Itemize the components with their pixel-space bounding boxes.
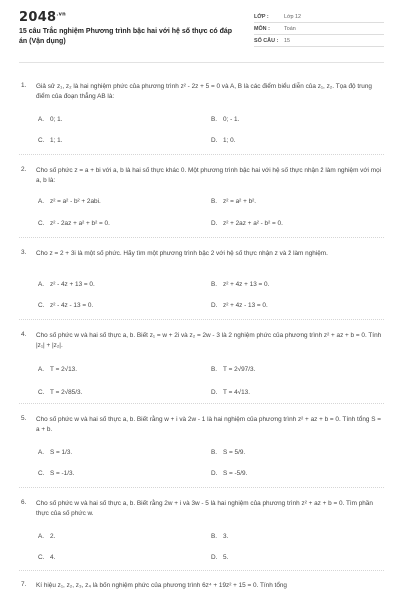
question-number: 4.: [21, 331, 27, 338]
meta-key: LỚP :: [254, 13, 269, 20]
question-divider: [19, 487, 384, 488]
option-c[interactable]: C. 4.: [38, 554, 56, 561]
question-number: 6.: [21, 499, 27, 506]
site-logo[interactable]: $2048^{.vn}$: [19, 10, 67, 25]
meta-row-subject: [254, 23, 384, 35]
question-divider: [19, 570, 384, 571]
question-number: 3.: [21, 249, 27, 256]
question-number: 5.: [21, 415, 27, 422]
question-text: Cho số phức z = a + bi với a, b là hai số thực khác 0. Một phương trình bậc hai với hệ số thực nhận z̄ làm nghiệm với mọi a, b là:: [36, 167, 382, 184]
question-divider: [19, 403, 384, 404]
question-text: Cho số phức w và hai số thực a, b. Biết rằng w + i và 2w - 1 là hai nghiệm của phương trình z² + az + b = 0. Tính tổng S = a + b.: [36, 416, 381, 433]
option-a[interactable]: A. 0; 1.: [38, 116, 63, 123]
option-a[interactable]: A. z² - 4z + 13 = 0.: [38, 281, 95, 288]
option-a[interactable]: A. 2.: [38, 533, 56, 540]
meta-key: SỐ CÂU :: [254, 37, 279, 44]
option-d[interactable]: D. z² + 4z - 13 = 0.: [211, 302, 268, 309]
header-divider: [19, 62, 384, 63]
page-title: 15 câu Trắc nghiệm Phương trình bậc hai với hệ số thực có đáp án (Vận dụng): [19, 28, 233, 45]
option-c[interactable]: C. 1; 1.: [38, 137, 63, 144]
option-c[interactable]: C. S = -1/3.: [38, 470, 75, 477]
meta-row-class: [254, 11, 384, 23]
option-c[interactable]: C. z² - 4z - 13 = 0.: [38, 302, 94, 309]
option-c[interactable]: C. z² - 2az + a² + b² = 0.: [38, 220, 110, 227]
question-number: 7.: [21, 581, 27, 588]
option-d[interactable]: D. 5.: [211, 554, 229, 561]
option-d[interactable]: D. S = -5/9.: [211, 470, 248, 477]
question-number: 1.: [21, 82, 27, 89]
question-text: Cho số phức w và hai số thực a, b. Biết z₁ = w + 2i và z₂ = 2w - 3 là 2 nghiệm phức của phương trình z² + az + b = 0. Tính |z₁| + |z₂|.: [36, 332, 382, 349]
option-d[interactable]: D. 1; 0.: [211, 137, 236, 144]
question-text: Cho z = 2 + 3i là một số phức. Hãy tìm một phương trình bậc 2 với hệ số thực nhận z và z̄ làm nghiệm.: [36, 250, 328, 257]
option-b[interactable]: B. T = 2√97/3.: [211, 366, 256, 373]
question-text: Giả sử z₁, z₂ là hai nghiệm phức của phương trình z² - 2z + 5 = 0 và A, B là các điểm biểu diễn của z₁, z₂. Tọa độ trung điểm của đoạn thẳng AB là:: [36, 83, 372, 100]
meta-row-count: [254, 35, 384, 47]
question-number: 2.: [21, 166, 27, 173]
option-a[interactable]: A. T = 2√13.: [38, 366, 78, 373]
question-divider: [19, 319, 384, 320]
option-c[interactable]: C. T = 2√85/3.: [38, 389, 83, 396]
meta-value: 15: [284, 37, 290, 44]
meta-key: MÔN :: [254, 25, 270, 32]
question-text: Cho số phức w và hai số thực a, b. Biết rằng 2w + i và 3w - 5 là hai nghiệm của phương trình z² + az + b = 0. Tìm phần thực của số phức w.: [36, 500, 373, 517]
question-divider: [19, 154, 384, 155]
meta-table: [254, 11, 384, 47]
option-b[interactable]: B. 0; - 1.: [211, 116, 240, 123]
option-d[interactable]: D. z² + 2az + a² - b² = 0.: [211, 220, 283, 227]
option-a[interactable]: A. S = 1/3.: [38, 449, 73, 456]
option-b[interactable]: B. z² = a² + b².: [211, 198, 257, 205]
option-b[interactable]: B. z² + 4z + 13 = 0.: [211, 281, 270, 288]
option-b[interactable]: B. 3.: [211, 533, 229, 540]
meta-value: Toán: [284, 25, 296, 32]
question-text: Kí hiệu z₁, z₂, z₃, z₄ là bốn nghiệm phức của phương trình 6z⁴ + 19z² + 15 = 0. Tính tổng: [36, 582, 287, 589]
option-d[interactable]: D. T = 4√13.: [211, 389, 251, 396]
question-divider: [19, 237, 384, 238]
option-a[interactable]: A. z² = a² - b² + 2abi.: [38, 198, 101, 205]
option-b[interactable]: B. S = 5/9.: [211, 449, 246, 456]
meta-value: Lớp 12: [284, 13, 302, 20]
